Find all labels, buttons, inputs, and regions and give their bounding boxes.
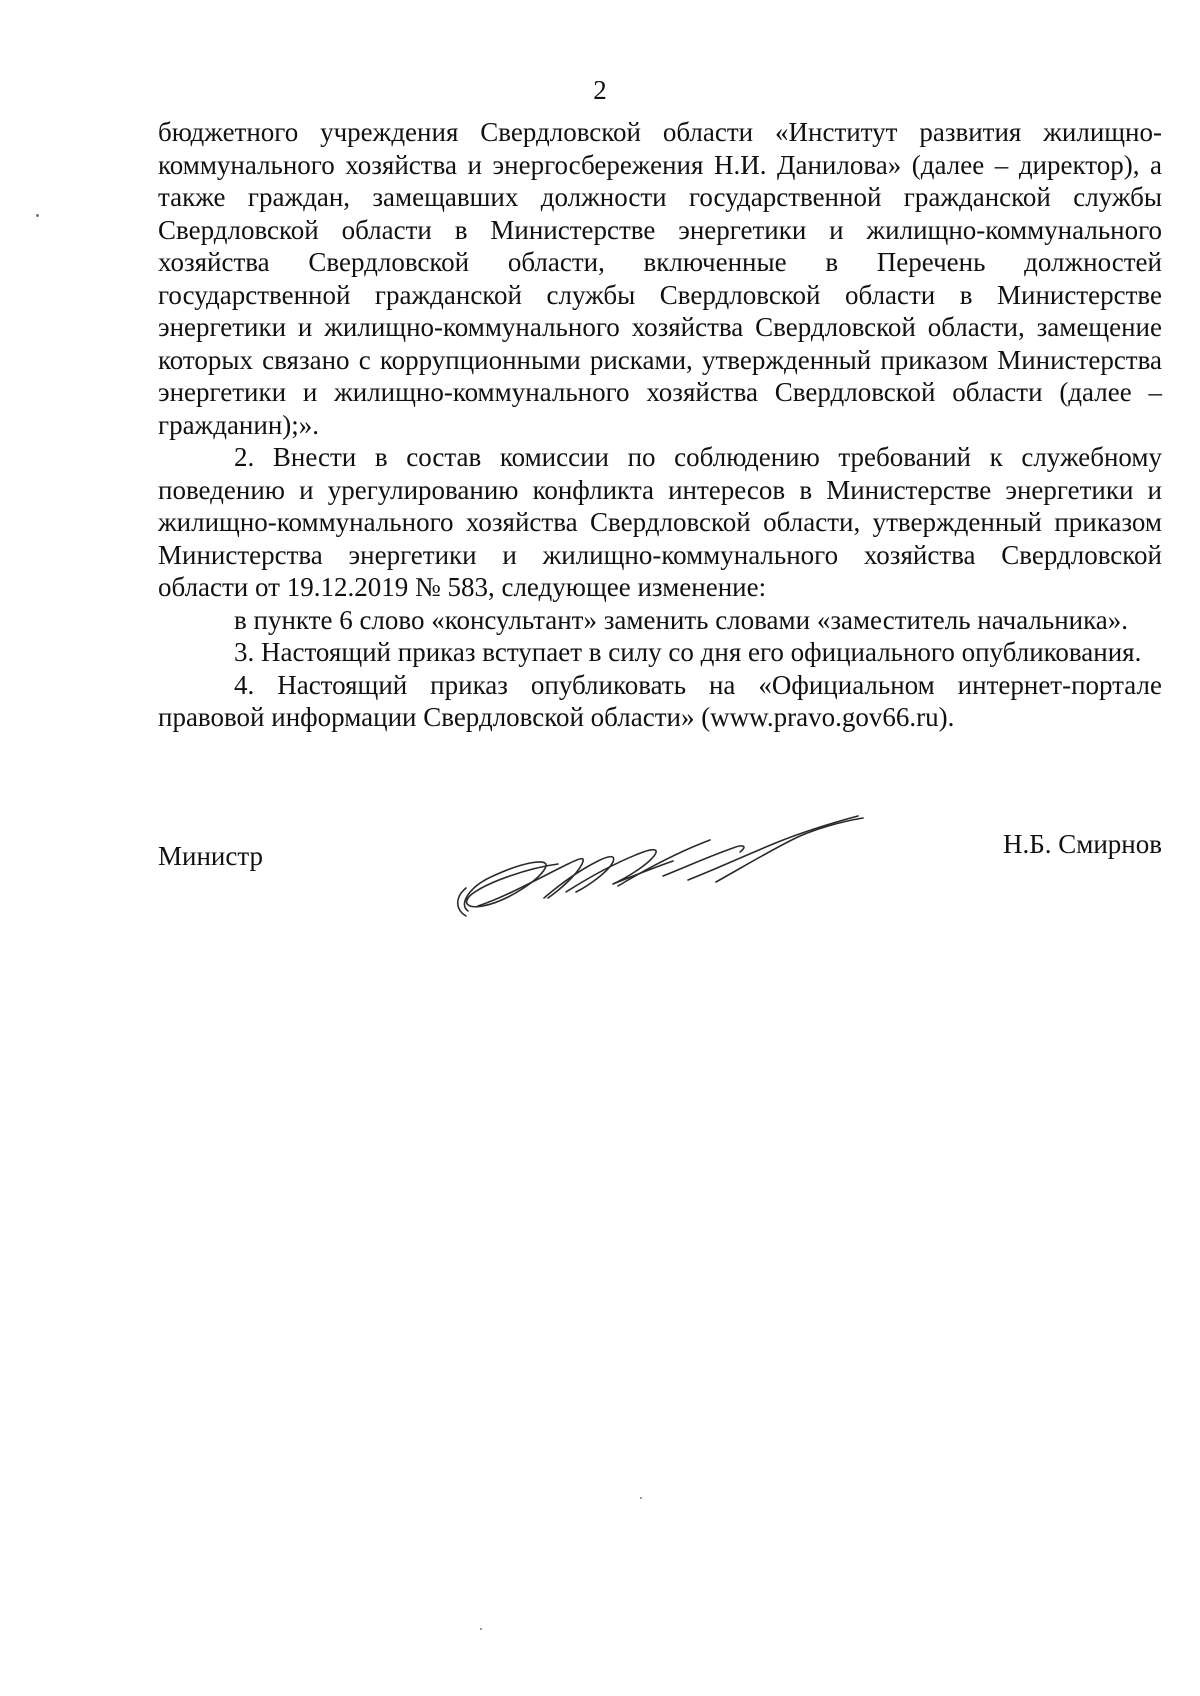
paragraph-item-4: 4. Настоящий приказ опубликовать на «Официальном интернет-портале правовой информации Свердловской области» (www.pravo.gov66.ru).: [158, 669, 1162, 732]
paragraph-item-2-change: в пункте 6 слово «консультант» заменить словами «заместитель начальника».: [234, 604, 1129, 635]
paragraph-item-3: 3. Настоящий приказ вступает в силу со дня его официального опубликования.: [234, 637, 1142, 667]
document-body: [158, 116, 1162, 734]
scan-speck: [36, 214, 39, 217]
page-number: 2: [593, 75, 607, 105]
signatory-name: Н.Б. Смирнов: [1003, 829, 1162, 859]
scan-speck: [480, 1628, 482, 1630]
signature-block: [158, 830, 1162, 950]
paragraph-item-2: 2. Внести в состав комиссии по соблюдению требований к служебному поведению и урегулированию конфликта интересов в Министерстве энергетики и жилищно-коммунального хозяйства Свердловской области, утвержденный приказом Министерства энергетики и жилищно-коммунального хозяйства Свердловской области от 19.12.2019 № 583, следующее изменение:: [158, 442, 1162, 602]
scan-speck: [640, 1497, 642, 1499]
handwritten-signature: [448, 806, 868, 926]
signatory-title: Министр: [158, 841, 263, 871]
paragraph-continuation: бюджетного учреждения Свердловской области «Институт развития жилищно-коммунального хозяйства и энергосбережения Н.И. Данилова» (далее – директор), а также граждан, замещавших должности государственной гражданской службы Свердловской области в Министерстве энергетики и жилищно-коммунального хозяйства Свердловской области, включенные в Перечень должностей государственной гражданской службы Свердловской области в Министерстве энергетики и жилищно-коммунального хозяйства Свердловской области, замещение которых связано с коррупционными рисками, утвержденный приказом Министерства энергетики и жилищно-коммунального хозяйства Свердловской области (далее – гражданин);».: [158, 117, 1162, 440]
